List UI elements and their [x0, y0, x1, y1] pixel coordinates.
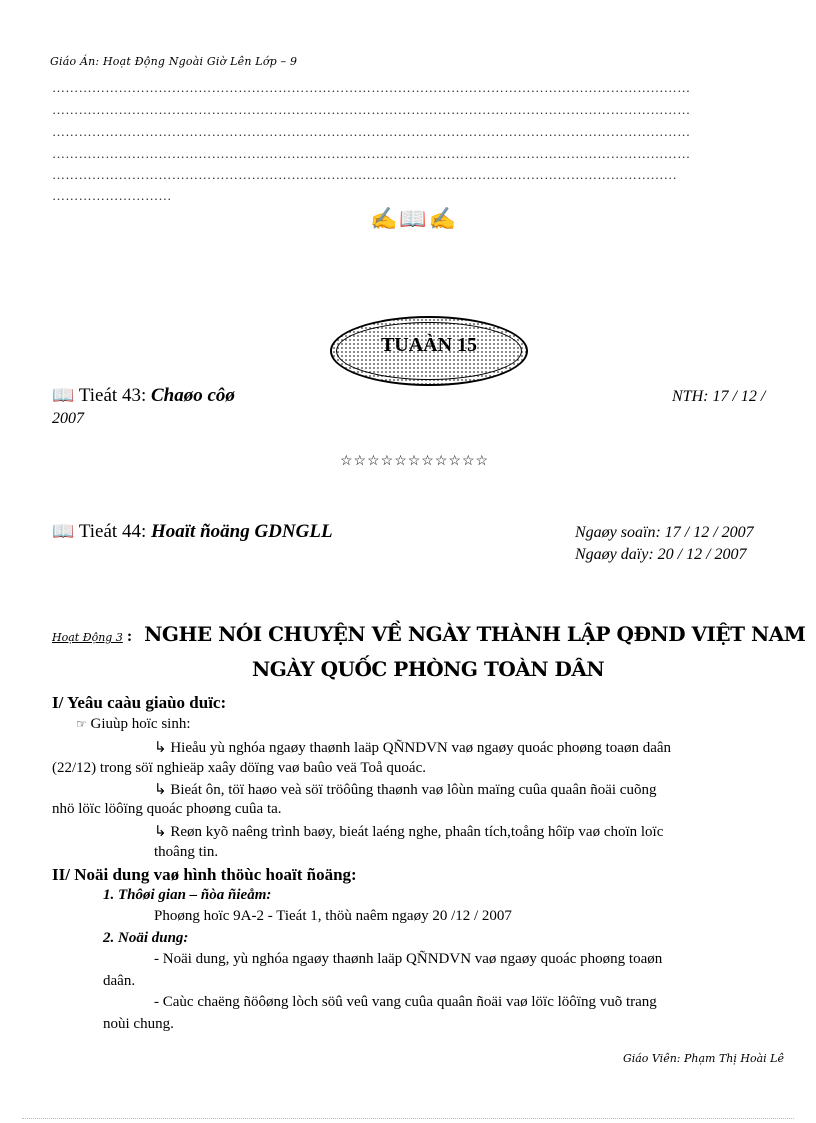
dotted-line: ……………………… — [52, 188, 172, 203]
section-1-item-3-line-1: Reøn kyõ naêng trình baøy, bieát laéng nghe, phaân tích,toång hôïp vaø choïn loïc — [170, 824, 664, 840]
section-1-item-2-line-1: Bieát ôn, töï haøo veà söï tröôûng thaønh vaø lôùn maïng cuûa quaân ñoäi cuõng — [170, 782, 657, 798]
lesson-43-line — [52, 385, 235, 407]
section-2-p2-line-1: - Caùc chaëng ñöôøng lòch söû veû vang cuûa quaân ñoäi vaø löïc löôïng vuõ trang — [154, 994, 657, 1010]
lesson-43-date: NTH: 17 / 12 / — [672, 388, 766, 405]
dotted-line: ……………………………………………………………………………………………………………………………… — [52, 146, 691, 161]
activity-colon: : — [122, 628, 133, 645]
week-label: TUAÀN 15 — [380, 334, 478, 356]
section-1-item-3-line-2: thoâng tin. — [154, 844, 219, 860]
pointing-hand-icon: ☞ — [76, 717, 87, 731]
lesson-44-prefix: Tieát 44: — [78, 521, 151, 542]
activity-title-line2: NGÀY QUỐC PHÒNG TOÀN DÂN — [252, 657, 605, 681]
dotted-line: ……………………………………………………………………………………………………………………………… — [52, 80, 691, 95]
dotted-line: ……………………………………………………………………………………………………………………………… — [52, 102, 691, 117]
bottom-dotted-rule — [22, 1118, 794, 1119]
lesson-44-prep-date: Ngaøy soaïn: 17 / 12 / 2007 — [575, 524, 754, 541]
section-1-intro-text: Giuùp hoïc sinh: — [90, 716, 191, 732]
section-2-heading: II/ Noäi dung vaø hình thöùc hoaït ñoäng: — [52, 865, 357, 884]
arrow-bullet-icon: ↳ — [154, 782, 167, 798]
book-icon: 📖 — [52, 385, 75, 405]
section-1-intro — [76, 716, 191, 733]
lesson-43-name: Chaøo côø — [150, 385, 235, 406]
activity-title-line1: NGHE NÓI CHUYỆN VỀ NGÀY THÀNH LẬP QĐND VIỆT NAM — [144, 622, 806, 646]
arrow-bullet-icon: ↳ — [154, 740, 167, 756]
section-1-item-3 — [154, 822, 663, 841]
section-2-sub-2: 2. Noäi dung: — [103, 930, 189, 946]
page-header: Giáo Án: Hoạt Động Ngoài Giờ Lên Lớp – 9 — [50, 55, 298, 68]
arrow-bullet-icon: ↳ — [154, 824, 167, 840]
section-1-item-1 — [154, 738, 671, 757]
lesson-44-name: Hoaït ñoäng GDNGLL — [150, 521, 333, 542]
activity-label: Hoạt Động 3 — [52, 631, 123, 644]
lesson-43-year: 2007 — [52, 410, 84, 427]
book-icon: 📖 — [52, 521, 75, 541]
section-1-item-2-line-2: nhö löïc löôïng quoác phoøng cuûa ta. — [52, 801, 282, 817]
section-1-item-1-line-1: Hieåu yù nghóa ngaøy thaønh laäp QÑNDVN vaø ngaøy quoác phoøng toaøn daân — [170, 740, 672, 756]
section-2-sub-1: 1. Thôøi gian – ñòa ñieåm: — [103, 887, 272, 903]
activity-heading-line1 — [52, 622, 805, 646]
lesson-43-prefix: Tieát 43: — [78, 385, 151, 406]
lesson-44-line — [52, 521, 333, 543]
section-1-item-1-line-2: (22/12) trong söï nghieäp xaây döïng vaø baûo veä Toå quoác. — [52, 760, 426, 776]
dotted-line: ……………………………………………………………………………………………………………………………… — [52, 124, 691, 139]
lesson-44-teach-date: Ngaøy daïy: 20 / 12 / 2007 — [575, 546, 747, 563]
section-2-sub-1-text: Phoøng hoïc 9A-2 - Tieát 1, thöù naêm ngaøy 20 /12 / 2007 — [154, 908, 512, 924]
section-1-item-2 — [154, 780, 656, 799]
section-2-p1-line-1: - Noäi dung, yù nghóa ngaøy thaønh laäp QÑNDVN vaø ngaøy quoác phoøng toaøn — [154, 951, 663, 967]
section-2-p2-line-2: noùi chung. — [103, 1016, 174, 1032]
book-pen-ornament-icon: ✍📖✍ — [370, 206, 459, 231]
section-2-p1-line-2: daân. — [103, 973, 136, 989]
star-divider: ☆☆☆☆☆☆☆☆☆☆☆ — [340, 454, 490, 469]
week-oval-badge — [330, 316, 528, 386]
section-1-heading: I/ Yeâu caàu giaùo duïc: — [52, 693, 227, 712]
dotted-line: …………………………………………………………………………………………………………………………… — [52, 167, 678, 182]
page-footer: Giáo Viên: Phạm Thị Hoài Lê — [622, 1052, 784, 1065]
